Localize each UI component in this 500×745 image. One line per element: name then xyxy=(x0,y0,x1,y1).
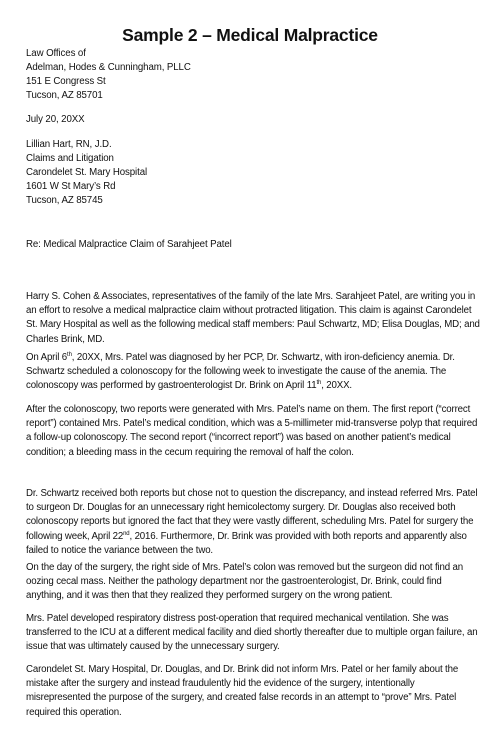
paragraph-referral xyxy=(26,487,481,558)
subject-line xyxy=(26,238,478,252)
date-text: July 20, 20XX xyxy=(26,114,85,125)
paragraph-concealment: Carondelet St. Mary Hospital, Dr. Douglas, and Dr. Brink did not inform Mrs. Patel or her family about the mistake after the surgery and instead fraudulently hid the evidence of the surgery, intentionally misrepresented the purpose of the surgery, and created false records in an attempt to “prove” Mrs. Patel required this operation. xyxy=(26,664,459,718)
subject-text: Re: Medical Malpractice Claim of Sarahjeet Patel xyxy=(26,239,232,250)
recipient-line: Lillian Hart, RN, J.D. xyxy=(26,139,112,150)
letter-date xyxy=(26,113,478,127)
sender-line: Law Offices of xyxy=(26,48,86,59)
paragraph-text: On April 6 xyxy=(26,352,68,363)
paragraph-intro: Harry S. Cohen & Associates, representatives of the family of the late Mrs. Sarahjeet Patel, are writing you in an effort to resolve a medical malpractice claim without protracted litigation. This claim is against Carondelet St. Mary Hospital as well as the following medical staff members: Paul Schwartz, MD; Elisa Douglas, MD; and Charles Brink, MD. xyxy=(26,291,480,345)
paragraph-text: , 20XX. xyxy=(321,380,352,392)
paragraph-text: , 2016. Furthermore, Dr. Brink was provided with both reports and apparently also failed to notice the variance between the two. xyxy=(26,530,467,556)
sender-line: Adelman, Hodes & Cunningham, PLLC xyxy=(26,62,191,73)
recipient-address xyxy=(26,138,478,208)
recipient-line: Claims and Litigation xyxy=(26,153,114,164)
paragraph-text: , 20XX, Mrs. Patel was diagnosed by her PCP, Dr. Schwartz, with iron-deficiency anemia. Dr. Schwartz scheduled a colonoscopy for the following week to investigate the cause of the anemia. The colonoscopy was performed by gastroenterologist Dr. Brink on April 11 xyxy=(26,352,455,392)
sender-line: 151 E Congress St xyxy=(26,76,106,87)
paragraph-surgery: On the day of the surgery, the right side of Mrs. Patel’s colon was removed but the surgeon did not find an oozing cecal mass. Neither the pathology department nor the gastroenterologist, Dr. Brink, could find anything, and it was then that they realized they performed surgery on the wrong patient. xyxy=(26,562,464,602)
recipient-line: 1601 W St Mary’s Rd xyxy=(26,181,116,192)
ordinal-suffix: nd xyxy=(123,530,130,537)
paragraph-diagnosis xyxy=(26,351,481,394)
page-title: Sample 2 – Medical Malpractice xyxy=(122,25,378,45)
paragraph-reports: After the colonoscopy, two reports were generated with Mrs. Patel’s name on them. The first report (“correct report”) contained Mrs. Patel’s medical condition, which was a 5-millimeter mid-transverse polyp that required a follow-up colonoscopy. The second report (“incorrect report”) was based on another patient’s medical condition; a bleeding mass in the cecum requiring the removal of half the colon. xyxy=(26,404,478,458)
ordinal-suffix: th xyxy=(67,351,72,358)
sender-line: Tucson, AZ 85701 xyxy=(26,90,103,101)
paragraph-outcome: Mrs. Patel developed respiratory distress post-operation that required mechanical ventilation. She was transferred to the ICU at a different medical facility and died shortly thereafter due to multiple organ failure, an issue that was ultimately caused by the unnecessary surgery. xyxy=(26,613,478,653)
recipient-line: Tucson, AZ 85745 xyxy=(26,195,103,206)
recipient-line: Carondelet St. Mary Hospital xyxy=(26,167,148,178)
ordinal-suffix: th xyxy=(316,380,322,387)
paragraph-text: Dr. Schwartz received both reports but chose not to question the discrepancy, and instead referred Mrs. Patel to surgeon Dr. Douglas for an unnecessary right hemicolectomy surgery. Dr. Douglas also received both colonoscopy reports but ignored the fact that they were vastly different, scheduling Mrs. Patel for surgery the following week, April 22 xyxy=(26,488,478,542)
sender-address xyxy=(26,47,478,103)
